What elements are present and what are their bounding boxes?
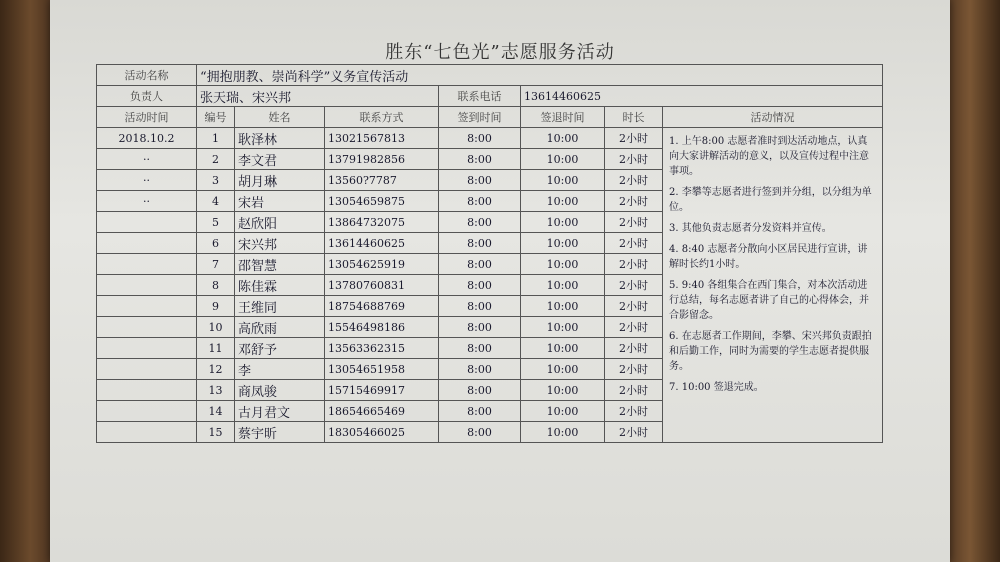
number-cell: 14 (197, 401, 235, 422)
activity-name-label: 活动名称 (97, 65, 197, 86)
situation-item: 6. 在志愿者工作期间，李攀、宋兴邦负责跟拍和后勤工作，同时为需要的学生志愿者提供服务。 (669, 331, 872, 372)
activity-date-cell: 2018.10.2 (97, 128, 197, 149)
sign-out-cell: 10:00 (521, 170, 605, 191)
duration-cell: 2小时 (605, 317, 663, 338)
phone-cell: 13864732075 (325, 212, 439, 233)
number-cell: 4 (197, 191, 235, 212)
name-cell: 邵智慧 (235, 254, 325, 275)
situation-item: 1. 上午8:00 志愿者准时到达活动地点，认真向大家讲解活动的意义，以及宣传过程中注意事项。 (669, 136, 869, 177)
activity-date-cell (97, 338, 197, 359)
volunteer-form-table (96, 64, 883, 443)
activity-date-cell (97, 317, 197, 338)
duration-cell: 2小时 (605, 128, 663, 149)
sign-in-cell: 8:00 (439, 296, 521, 317)
duration-cell: 2小时 (605, 401, 663, 422)
sign-out-cell: 10:00 (521, 149, 605, 170)
sign-in-cell: 8:00 (439, 380, 521, 401)
activity-date-cell: ·· (97, 149, 197, 170)
name-cell: 陈佳霖 (235, 275, 325, 296)
sign-in-cell: 8:00 (439, 275, 521, 296)
sign-in-cell: 8:00 (439, 233, 521, 254)
document-title: 胜东“七色光”志愿服务活动 (385, 42, 615, 63)
sign-out-cell: 10:00 (521, 296, 605, 317)
number-cell: 10 (197, 317, 235, 338)
phone-cell: 13054659875 (325, 191, 439, 212)
sign-in-cell: 8:00 (439, 170, 521, 191)
duration-cell: 2小时 (605, 359, 663, 380)
situation-item: 3. 其他负责志愿者分发资料并宣传。 (669, 223, 832, 234)
number-cell: 3 (197, 170, 235, 191)
name-header: 姓名 (235, 107, 325, 128)
sign-in-cell: 8:00 (439, 191, 521, 212)
name-cell: 胡月琳 (235, 170, 325, 191)
paper-sheet (50, 0, 950, 562)
situation-item: 7. 10:00 签退完成。 (669, 382, 764, 393)
number-cell: 15 (197, 422, 235, 443)
name-cell: 宋兴邦 (235, 233, 325, 254)
activity-date-cell (97, 296, 197, 317)
duration-cell: 2小时 (605, 212, 663, 233)
number-cell: 8 (197, 275, 235, 296)
phone-cell: 13614460625 (325, 233, 439, 254)
number-cell: 13 (197, 380, 235, 401)
phone-cell: 15715469917 (325, 380, 439, 401)
phone-cell: 18654665469 (325, 401, 439, 422)
sign-in-cell: 8:00 (439, 359, 521, 380)
phone-cell: 15546498186 (325, 317, 439, 338)
sign-out-cell: 10:00 (521, 359, 605, 380)
duration-cell: 2小时 (605, 233, 663, 254)
duration-cell: 2小时 (605, 338, 663, 359)
number-cell: 11 (197, 338, 235, 359)
activity-date-cell: ·· (97, 170, 197, 191)
phone-cell: 13563362315 (325, 338, 439, 359)
name-cell: 蔡宇昕 (235, 422, 325, 443)
situation-item: 5. 9:40 各组集合在西门集合，对本次活动进行总结，每名志愿者讲了自己的心得体会，并合影留念。 (669, 280, 869, 321)
sign-out-cell: 10:00 (521, 317, 605, 338)
sign-in-cell: 8:00 (439, 338, 521, 359)
duration-header: 时长 (605, 107, 663, 128)
column-header-row (97, 107, 883, 128)
sign-out-cell: 10:00 (521, 233, 605, 254)
name-cell: 宋岩 (235, 191, 325, 212)
activity-date-cell (97, 212, 197, 233)
number-cell: 5 (197, 212, 235, 233)
sign-out-cell: 10:00 (521, 338, 605, 359)
activity-date-cell (97, 233, 197, 254)
name-cell: 耿泽林 (235, 128, 325, 149)
activity-name-value: “拥抱朋教、崇尚科学”义务宣传活动 (197, 65, 883, 86)
number-cell: 9 (197, 296, 235, 317)
sign-out-cell: 10:00 (521, 212, 605, 233)
name-cell: 古月君文 (235, 401, 325, 422)
sign-out-cell: 10:00 (521, 422, 605, 443)
sign-out-cell: 10:00 (521, 191, 605, 212)
situation-item: 4. 8:40 志愿者分散向小区居民进行宣讲，讲解时长约1小时。 (669, 244, 868, 270)
phone-cell: 13560?7787 (325, 170, 439, 191)
situation-item: 2. 李攀等志愿者进行签到并分组，以分组为单位。 (669, 187, 872, 213)
phone-cell: 13791982856 (325, 149, 439, 170)
duration-cell: 2小时 (605, 254, 663, 275)
name-cell: 邓舒予 (235, 338, 325, 359)
number-cell: 7 (197, 254, 235, 275)
number-cell: 12 (197, 359, 235, 380)
duration-cell: 2小时 (605, 380, 663, 401)
activity-time-header: 活动时间 (97, 107, 197, 128)
sign-in-cell: 8:00 (439, 401, 521, 422)
sign-in-header: 签到时间 (439, 107, 521, 128)
name-cell: 高欣雨 (235, 317, 325, 338)
name-cell: 李 (235, 359, 325, 380)
activity-name-row (97, 65, 883, 86)
activity-situation-cell (663, 128, 883, 443)
sign-in-cell: 8:00 (439, 128, 521, 149)
sign-in-cell: 8:00 (439, 422, 521, 443)
phone-cell: 18305466025 (325, 422, 439, 443)
activity-date-cell (97, 422, 197, 443)
name-cell: 王维同 (235, 296, 325, 317)
contact-phone-label: 联系电话 (439, 86, 521, 107)
sign-out-header: 签退时间 (521, 107, 605, 128)
number-cell: 6 (197, 233, 235, 254)
phone-cell: 13780760831 (325, 275, 439, 296)
duration-cell: 2小时 (605, 149, 663, 170)
activity-date-cell (97, 380, 197, 401)
sign-in-cell: 8:00 (439, 317, 521, 338)
number-cell: 2 (197, 149, 235, 170)
sign-out-cell: 10:00 (521, 128, 605, 149)
contact-phone-value: 13614460625 (521, 86, 883, 107)
activity-date-cell (97, 359, 197, 380)
name-cell: 商凤骏 (235, 380, 325, 401)
duration-cell: 2小时 (605, 296, 663, 317)
number-cell: 1 (197, 128, 235, 149)
duration-cell: 2小时 (605, 191, 663, 212)
activity-date-cell (97, 275, 197, 296)
sign-out-cell: 10:00 (521, 254, 605, 275)
sign-in-cell: 8:00 (439, 212, 521, 233)
number-header: 编号 (197, 107, 235, 128)
wood-background-left (0, 0, 55, 562)
phone-cell: 13021567813 (325, 128, 439, 149)
activity-date-cell (97, 401, 197, 422)
person-in-charge-label: 负责人 (97, 86, 197, 107)
phone-cell: 13054651958 (325, 359, 439, 380)
activity-date-cell: ·· (97, 191, 197, 212)
sign-out-cell: 10:00 (521, 380, 605, 401)
table-row (97, 128, 883, 149)
person-in-charge-value: 张天瑞、宋兴邦 (197, 86, 439, 107)
person-row (97, 86, 883, 107)
activity-date-cell (97, 254, 197, 275)
name-cell: 赵欣阳 (235, 212, 325, 233)
sign-in-cell: 8:00 (439, 149, 521, 170)
phone-cell: 13054625919 (325, 254, 439, 275)
sign-in-cell: 8:00 (439, 254, 521, 275)
sign-out-cell: 10:00 (521, 401, 605, 422)
duration-cell: 2小时 (605, 170, 663, 191)
name-cell: 李文君 (235, 149, 325, 170)
activity-situation-header: 活动情况 (663, 107, 883, 128)
phone-cell: 18754688769 (325, 296, 439, 317)
sign-out-cell: 10:00 (521, 275, 605, 296)
duration-cell: 2小时 (605, 422, 663, 443)
duration-cell: 2小时 (605, 275, 663, 296)
contact-header: 联系方式 (325, 107, 439, 128)
